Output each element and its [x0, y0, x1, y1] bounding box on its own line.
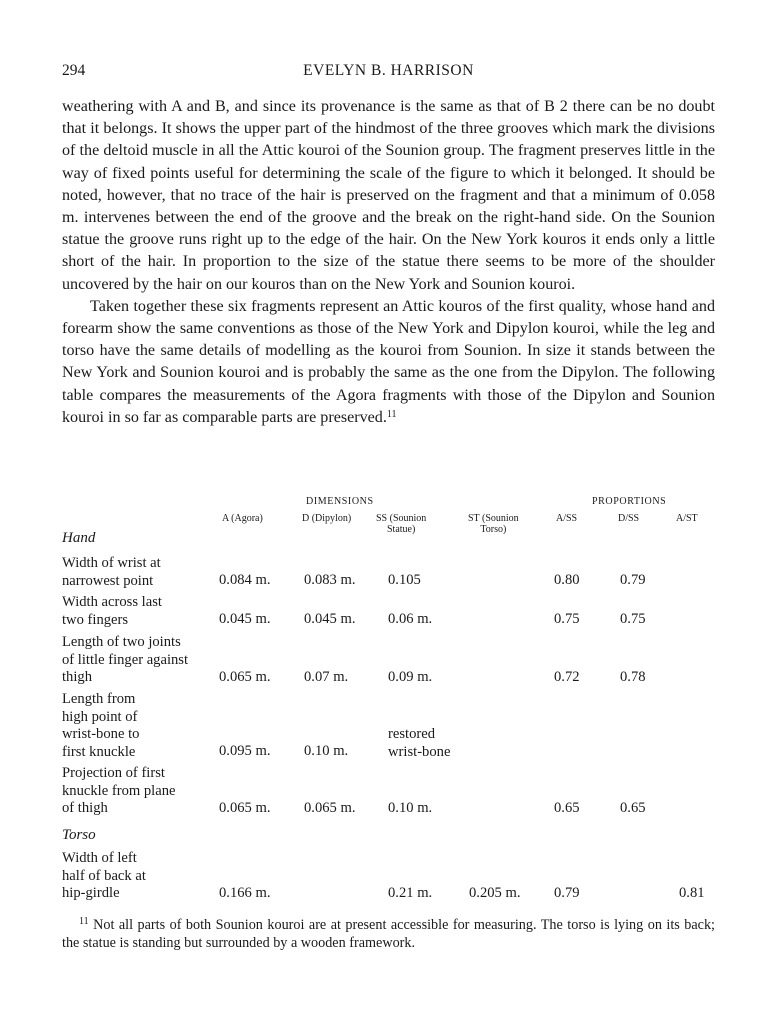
cell-dipylon: 0.10 m. — [304, 743, 349, 759]
column-header-a-st: A/ST — [676, 513, 698, 524]
row-label-wrist-width — [62, 555, 161, 590]
column-header-agora: A (Agora) — [222, 513, 263, 524]
cell-a-ss: 0.75 — [554, 611, 580, 627]
paragraph-1: weathering with A and B, and since its provenance is the same as that of B 2 there can be no doubt that it belongs. It shows the upper part of the hindmost of the three grooves which mark the divisions of the deltoid muscle in all the Attic kouroi of the Sounion group. The fragment preserves little in the way of fixed points useful for determining the scale of the figure to which it belonged. It should be noted, however, that no trace of the hair is preserved on the fragment and that a minimum of 0.058 m. intervenes between the end of the groove and the break on the right-hand side. On the Sounion statue the groove runs right up to the edge of the hair. On the New York kouros it ends only a little short of the hair. In proportion to the size of the statue there seems to be more of the shoulder uncovered by the hair on our kouros than on the New York and Sounion kouroi. — [62, 98, 715, 293]
footnote-text: Not all parts of both Sounion kouroi are at present accessible for measuring. The torso is lying on its back; the statue is standing but surrounded by a wooden framework. — [62, 917, 716, 951]
row-label-knuckle-projection — [62, 765, 175, 818]
cell-agora: 0.166 m. — [219, 885, 271, 901]
cell-agora: 0.065 m. — [219, 800, 271, 816]
cell-agora: 0.095 m. — [219, 743, 271, 759]
proportions-group-header: PROPORTIONS — [592, 496, 667, 507]
measurements-table — [62, 496, 715, 906]
column-header-sounion-torso — [468, 513, 519, 535]
row-label-line: Length of two joints — [62, 634, 181, 650]
column-header-sounion-statue-line1: SS (Sounion — [376, 513, 427, 524]
cell-sounion-torso: 0.205 m. — [469, 885, 521, 901]
row-label-finger-joints-length — [62, 634, 188, 687]
footnote — [62, 917, 715, 952]
column-header-dipylon: D (Dipylon) — [302, 513, 352, 524]
footnote-mark: 11 — [79, 916, 89, 927]
cell-agora: 0.084 m. — [219, 572, 271, 588]
cell-note-line: wrist-bone — [388, 743, 451, 760]
row-label-wrist-to-knuckle — [62, 691, 139, 761]
row-label-line: thigh — [62, 669, 92, 685]
row-label-line: knuckle from plane — [62, 782, 176, 799]
paragraph-2-text: Taken together these six fragments represent an Attic kouros of the first quality, whose hand and forearm show the same conventions as those of the New York and Dipylon kouroi, while the leg and torso have the same details of modelling as the kouroi from Sounion. In size it stands between the New York and Sounion kouroi and is probably the same as the one from the Dipylon. The following table compares the measurements of the Agora fragments with those of the Dipylon and Sounion kouroi in so far as comparable parts are preserved. — [62, 297, 715, 426]
row-label-line: half of back at — [62, 867, 146, 884]
cell-dipylon: 0.083 m. — [304, 572, 356, 588]
cell-dipylon: 0.065 m. — [304, 800, 356, 816]
cell-sounion-statue: 0.09 m. — [388, 669, 433, 685]
cell-a-ss: 0.79 — [554, 885, 580, 901]
row-label-line: first knuckle — [62, 743, 136, 760]
row-label-back-width — [62, 850, 146, 903]
section-hand: Hand — [62, 530, 96, 546]
cell-a-ss: 0.65 — [554, 800, 580, 816]
column-header-sounion-torso-line2: Torso) — [480, 524, 507, 535]
row-label-line: two fingers — [62, 611, 129, 628]
dimensions-group-header: DIMENSIONS — [306, 496, 374, 507]
row-label-line: high point of — [62, 708, 138, 725]
row-label-line: of thigh — [62, 800, 108, 816]
cell-dipylon: 0.07 m. — [304, 669, 349, 685]
cell-agora: 0.065 m. — [219, 669, 271, 685]
cell-d-ss: 0.65 — [620, 800, 646, 816]
row-label-line: of little finger against — [62, 651, 189, 668]
row-label-line: Width of wrist at — [62, 555, 161, 571]
cell-sounion-statue: 0.21 m. — [388, 885, 433, 901]
page-number: 294 — [62, 62, 86, 79]
row-label-line: narrowest point — [62, 572, 154, 589]
section-torso: Torso — [62, 827, 96, 843]
row-label-line: hip-girdle — [62, 885, 120, 901]
cell-agora: 0.045 m. — [219, 611, 271, 627]
row-label-line: Length from — [62, 691, 136, 707]
row-label-line: Projection of first — [62, 765, 165, 781]
cell-d-ss: 0.75 — [620, 611, 646, 627]
cell-sounion-statue: 0.10 m. — [388, 800, 433, 816]
footnote-reference: 11 — [386, 408, 397, 420]
column-header-sounion-statue — [376, 513, 426, 535]
row-label-fingers-width — [62, 594, 162, 629]
column-header-d-ss: D/SS — [618, 513, 640, 524]
cell-a-ss: 0.72 — [554, 669, 580, 685]
paragraph-2 — [62, 296, 715, 429]
cell-note-line: restored — [388, 726, 436, 742]
row-label-line: wrist-bone to — [62, 726, 140, 742]
cell-sounion-statue-note — [388, 726, 450, 761]
page-header — [62, 62, 715, 82]
cell-sounion-statue: 0.06 m. — [388, 611, 433, 627]
column-header-a-ss: A/SS — [556, 513, 578, 524]
body-text — [62, 96, 715, 429]
cell-a-st: 0.81 — [679, 885, 705, 901]
cell-a-ss: 0.80 — [554, 572, 580, 588]
cell-dipylon: 0.045 m. — [304, 611, 356, 627]
row-label-line: Width of left — [62, 850, 137, 866]
row-label-line: Width across last — [62, 594, 162, 610]
cell-d-ss: 0.78 — [620, 669, 646, 685]
column-header-sounion-statue-line2: Statue) — [386, 524, 416, 535]
running-head: EVELYN B. HARRISON — [303, 62, 474, 79]
cell-sounion-statue: 0.105 — [388, 572, 421, 588]
cell-d-ss: 0.79 — [620, 572, 646, 588]
column-header-sounion-torso-line1: ST (Sounion — [468, 513, 519, 524]
